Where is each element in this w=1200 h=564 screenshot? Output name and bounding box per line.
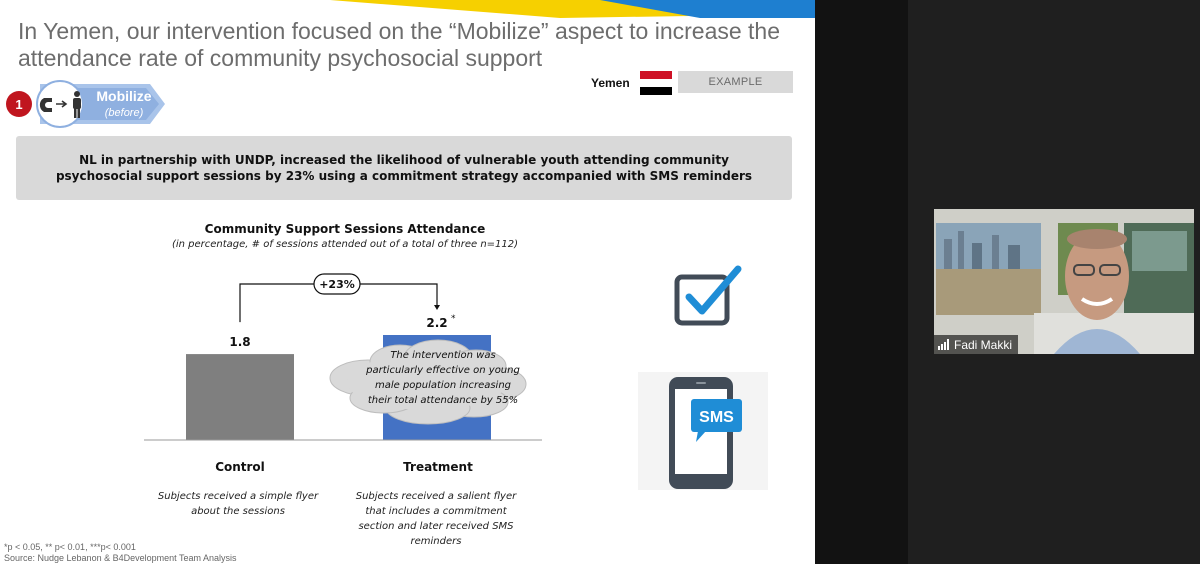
signal-strength-icon: [938, 339, 949, 350]
difference-label: +23%: [319, 278, 355, 291]
step-number-badge: 1: [6, 91, 32, 117]
sms-label: SMS: [699, 409, 734, 426]
participant-video-tile[interactable]: [934, 209, 1194, 354]
meeting-side-panel: [815, 0, 908, 564]
yemen-flag-icon: [640, 71, 672, 95]
chart-subtitle: (in percentage, # of sessions attended out of a total of three n=112): [171, 239, 519, 250]
sms-phone-icon: [638, 372, 768, 490]
checkbox-check-icon: [672, 263, 746, 327]
significance-marker: *: [451, 314, 456, 324]
chart-title: Community Support Sessions Attendance: [204, 222, 486, 236]
participant-name-tag: [934, 335, 1018, 354]
country-label: Yemen: [591, 76, 630, 90]
value-label-treatment: 2.2: [426, 316, 448, 330]
value-label-control: 1.8: [229, 335, 251, 350]
summary-box: NL in partnership with UNDP, increased the likelihood of vulnerable youth attending community psychosocial support sessions by 23% using a commitment strategy accompanied with SMS reminders: [16, 136, 792, 200]
category-label-treatment: Treatment: [403, 460, 473, 474]
participant-name: Fadi Makki: [954, 337, 1013, 352]
step-label: Mobilize: [96, 88, 152, 104]
category-label-control: Control: [215, 460, 265, 474]
bar-control: [186, 354, 294, 440]
control-description: Subjects received a simple flyer about the sessions: [157, 491, 319, 517]
slide-title: In Yemen, our intervention focused on the “Mobilize” aspect to increase the attendance rate of community psychosocial support: [18, 18, 781, 71]
difference-arrowhead: [434, 305, 440, 310]
treatment-description: Subjects received a salient flyer that includes a commitment section and later received SMS reminders: [355, 491, 517, 547]
step-sublabel: (before): [104, 107, 144, 119]
source-note: Source: Nudge Lebanon & B4Development Team Analysis: [4, 553, 237, 563]
decorative-top-band: [0, 0, 815, 18]
significance-footnote: *p < 0.05, ** p< 0.01, ***p< 0.001: [4, 542, 136, 552]
example-tag: EXAMPLE: [678, 71, 793, 93]
callout-text: The intervention was particularly effective on young male population increasing their total attendance by 55%: [366, 350, 520, 406]
participant-video-feed: [934, 209, 1194, 354]
